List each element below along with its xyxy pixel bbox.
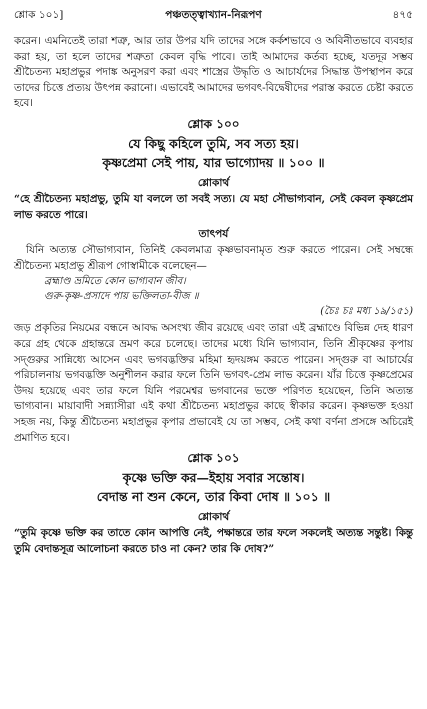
quote-line-1: ব্রহ্মাণ্ড ভ্রমিতে কোন ভাগ্যবান জীব।	[44, 276, 186, 288]
verse-100-heading: শ্লোক ১০০	[187, 116, 240, 131]
verse-100-line-1: যে কিছু কহিলে তুমি, সব সত্য হয়।	[128, 135, 299, 151]
verse-101-line-2: বেদান্ত না শুন কেনে, তার কিবা দোষ ॥ ১০১ ॥	[96, 489, 331, 505]
verse-100-purport-body: জড় প্রকৃতির নিয়মের বন্ধনে আবদ্ধ অসংখ্য জীব রয়েছে এবং তারা এই ব্রহ্মাণ্ডে বিভিন্ন দেহ ধারণ করে গ্রহ থেকে গ্রহান্তরে ভ্রমণ করে চলেছে। তাদের মধ্যে যিনি ভাগ্যবান, তিনি শ্রীকৃষ্ণের কৃপায় সদ্গুরুর সান্নিধ্যে আসেন এবং ভগবদ্ভক্তির মহিমা হৃদয়ঙ্গম করতে পারেন। সদ্গুরু বা আচার্যের পরিচালনায় ভগবদ্ভক্তি অনুশীলন করার ফলে তিনি ভগবৎ-প্রেম লাভ করেন। যাঁর চিত্তে কৃষ্ণপ্রেমের উদয় হয়েছে এবং তার ফলে যিনি পরমেশ্বর ভগবানের ভক্তে পরিণত হয়েছেন, তিনি অত্যন্ত ভাগ্যবান। মায়াবাদী সন্ন্যাসীরা এই কথা শ্রীচৈতন্য মহাপ্রভুর কাছে স্বীকার করেন। কৃষ্ণভক্ত হওয়া সহজ নয়, কিন্তু শ্রীচৈতন্য মহাপ্রভুর কৃপার প্রভাবেই যে তা সম্ভব, সেই কথা বর্ণনা প্রসঙ্গে অচিরেই প্রমাণিত হবে।	[14, 322, 413, 444]
verse-reference: শ্লোক ১০১]	[14, 9, 64, 21]
verse-101-translation-label: শ্লোকার্থ	[197, 511, 230, 524]
verse-100-translation: “হে শ্রীচৈতন্য মহাপ্রভু, তুমি যা বললে তা সবই সত্য। যে মহা সৌভাগ্যবান, সেই কেবল কৃষ্ণপ্রেম লাভ করতে পারে।	[14, 192, 413, 221]
chapter-title: পঞ্চতত্ত্বাখ্যান-নিরূপণ	[165, 9, 262, 21]
page-number: ৪৭৫	[392, 9, 413, 21]
verse-101-translation: “তুমি কৃষ্ণে ভক্তি কর তাতে কোন আপত্তি নেই, পক্ষান্তরে তার ফলে সকলেই অত্যন্ত সন্তুষ্ট। কিন্তু তুমি বেদান্তসূত্র আলোচনা করতে চাও না কেন? তার কি দোষ?”	[14, 527, 413, 555]
verse-101-heading: শ্লোক ১০১	[187, 451, 240, 466]
verse-100-purport-label: তাৎপর্য	[198, 228, 229, 241]
verse-100-purport-intro: যিনি অত্যন্ত সৌভাগ্যবান, তিনিই কেবলমাত্র কৃষ্ণভাবনামৃত শুরু করতে পারেন। সেই সম্বন্ধে শ্রীচৈতন্য মহাপ্রভু শ্রীরূপ গোস্বামীকে বলেছেন—	[14, 244, 413, 272]
quote-citation: (চৈঃ চঃ মধ্য ১৯/১৫১)	[320, 306, 413, 318]
verse-101-line-1: কৃষ্ণে ভক্তি কর—ইহায় সবার সন্তোষ।	[122, 470, 305, 486]
continued-paragraph: করেন। এমনিতেই তারা শত্রু, আর তার উপর যদি তাদের সঙ্গে কর্কশভাবে ও অবিনীতভাবে ব্যবহার করা হয়, তা হলে তাদের শত্রুতা কেবল বৃদ্ধি পাবে। তাই আমাদের কর্তব্য হচ্ছে, যতদূর সম্ভব শ্রীচৈতন্য মহাপ্রভুর পদাঙ্ক অনুসরণ করা এবং শাস্ত্রের উদ্ধৃতি ও আচার্যদের সিদ্ধান্ত উপস্থাপন করে তাদের চিত্তে প্রত্যয় উৎপন্ন করানো। এভাবেই আমাদের ভগবৎ-বিদ্বেষীদের পরাস্ত করতে চেষ্টা করতে হবে।	[14, 35, 413, 110]
quote-line-2: গুরু-কৃষ্ণ-প্রসাদে পায় ভক্তিলতা-বীজ ॥	[44, 291, 199, 303]
running-header	[14, 8, 413, 26]
verse-100-translation-label: শ্লোকার্থ	[197, 176, 230, 189]
page-content	[14, 34, 413, 557]
verse-100-line-2: কৃষ্ণপ্রেমা সেই পায়, যার ভাগ্যোদয় ॥ ১০০ ॥	[102, 154, 325, 170]
